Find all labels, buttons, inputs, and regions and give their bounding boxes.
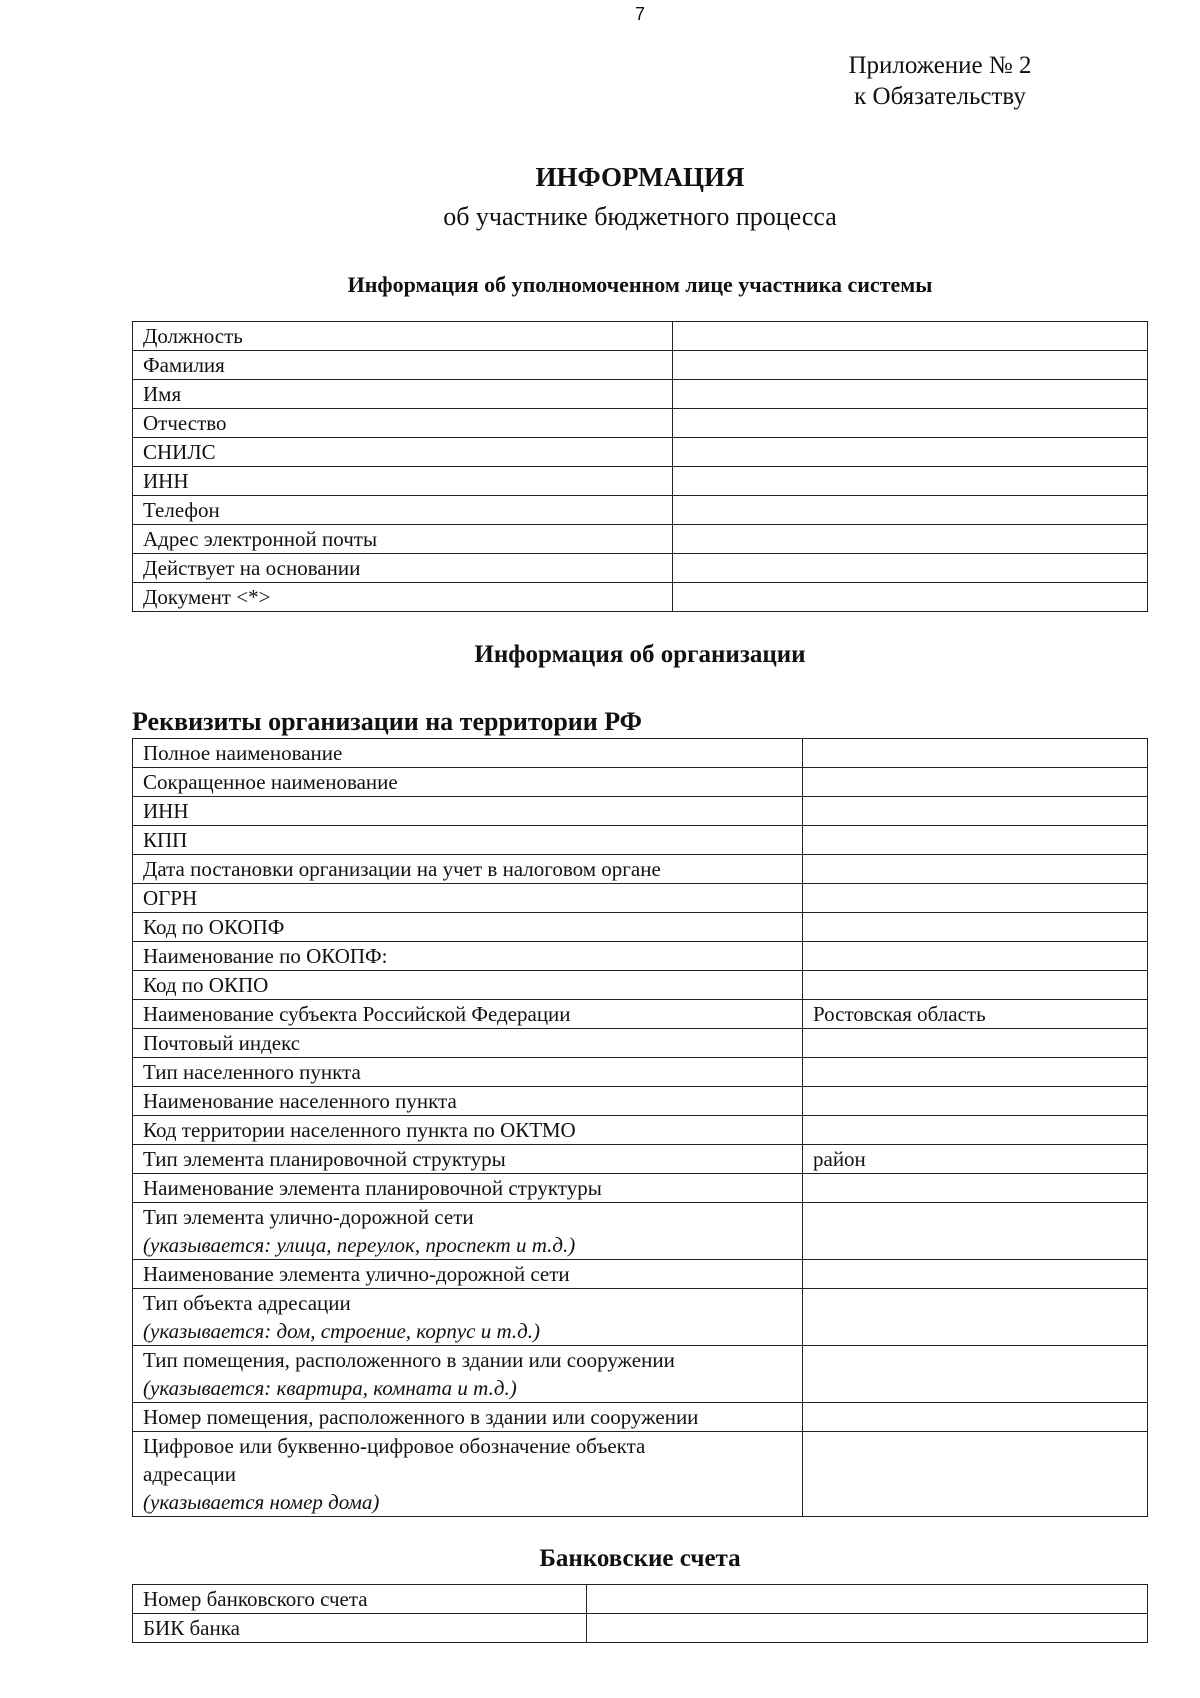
field-value-cell[interactable] [803,768,1148,797]
field-label: Код по ОКПО [143,973,269,997]
field-label-cell [133,1403,803,1432]
table-row [133,1203,1148,1260]
field-value-cell[interactable] [803,1087,1148,1116]
table-row [133,554,1148,583]
field-label-cell [133,768,803,797]
field-value-cell[interactable] [803,1403,1148,1432]
field-label-cell [133,826,803,855]
field-label: Цифровое или буквенно-цифровое обозначение объекта [143,1434,646,1458]
table-row [133,942,1148,971]
field-value-cell[interactable] [673,351,1148,380]
field-value-cell[interactable] [803,826,1148,855]
table-row [133,322,1148,351]
field-label: Документ <*> [143,585,271,609]
table-row [133,351,1148,380]
field-value-cell[interactable]: Ростовская область [803,1000,1148,1029]
person-info-table [132,321,1148,612]
table-row [133,1403,1148,1432]
table-row [133,1029,1148,1058]
table-row [133,1289,1148,1346]
field-label: Тип объекта адресации [143,1291,351,1315]
field-label: Код по ОКОПФ [143,915,285,939]
field-label-cell [133,855,803,884]
document-subtitle: об участнике бюджетного процесса [443,202,837,231]
field-label-cell [133,1145,803,1174]
field-hint: (указывается: улица, переулок, проспект и т.д.) [143,1233,576,1257]
field-label-cell [133,884,803,913]
table-row [133,826,1148,855]
field-label: Действует на основании [143,556,361,580]
field-value-cell[interactable] [803,1029,1148,1058]
person-section-heading: Информация об уполномоченном лице участника системы [347,272,933,297]
field-label-cell [133,1087,803,1116]
table-row [133,1000,1148,1029]
field-label-cell [133,1058,803,1087]
field-label-cell [133,1614,587,1643]
field-label-cell [133,409,673,438]
field-label: СНИЛС [143,440,216,464]
field-label-cell [133,554,673,583]
field-value-cell[interactable] [803,739,1148,768]
field-hint: (указывается номер дома) [143,1490,380,1514]
bank-accounts-table [132,1584,1148,1643]
field-label: Почтовый индекс [143,1031,301,1055]
document-title: ИНФОРМАЦИЯ [535,162,745,192]
table-row [133,1087,1148,1116]
field-label: Полное наименование [143,741,343,765]
field-label: Должность [143,324,243,348]
field-label: Наименование населенного пункта [143,1089,457,1113]
field-label-cell [133,1000,803,1029]
field-value-cell[interactable]: район [803,1145,1148,1174]
table-row [133,409,1148,438]
field-label-cell [133,1289,803,1346]
field-label-cell [133,971,803,1000]
field-value-cell[interactable] [803,1116,1148,1145]
table-row [133,739,1148,768]
field-label-cell [133,1174,803,1203]
field-label-cell [133,942,803,971]
field-label-cell [133,1346,803,1403]
field-hint: (указывается: квартира, комната и т.д.) [143,1376,517,1400]
field-hint: (указывается: дом, строение, корпус и т.д.) [143,1319,541,1343]
table-row [133,438,1148,467]
table-row [133,1058,1148,1087]
field-value-cell[interactable] [803,1260,1148,1289]
table-row [133,971,1148,1000]
table-row [133,913,1148,942]
field-value-cell[interactable] [803,1289,1148,1346]
field-label: Код территории населенного пункта по ОКТМО [143,1118,576,1142]
field-label-cell [133,351,673,380]
page-number: 7 [634,4,645,24]
field-label-cell [133,496,673,525]
field-label: Тип элемента улично-дорожной сети [143,1205,474,1229]
field-value-cell[interactable] [673,525,1148,554]
table-row [133,797,1148,826]
field-label: БИК банка [143,1616,240,1640]
bank-section-heading: Банковские счета [539,1545,741,1572]
org-requisites-heading: Реквизиты организации на территории РФ [132,707,643,736]
field-value-cell[interactable] [673,322,1148,351]
table-row [133,1116,1148,1145]
table-row [133,525,1148,554]
table-row [133,496,1148,525]
field-value-cell[interactable] [673,409,1148,438]
field-label: Фамилия [143,353,225,377]
field-label-cell [133,525,673,554]
field-value-cell[interactable] [673,438,1148,467]
table-row [133,884,1148,913]
org-section-heading: Информация об организации [474,641,806,668]
field-label: Наименование элемента улично-дорожной сети [143,1262,570,1286]
field-label: ИНН [143,469,189,493]
field-value-cell[interactable] [803,855,1148,884]
field-value-cell[interactable] [673,380,1148,409]
field-label: Наименование субъекта Российской Федерации [143,1002,571,1026]
field-label: Тип элемента планировочной структуры [143,1147,506,1171]
field-value-cell[interactable] [673,583,1148,612]
field-label-cell [133,322,673,351]
field-label: Номер помещения, расположенного в здании или сооружении [143,1405,699,1429]
field-label: Тип помещения, расположенного в здании или сооружении [143,1348,675,1372]
field-value-cell[interactable] [803,1058,1148,1087]
table-row [133,1432,1148,1517]
field-value-cell[interactable] [673,554,1148,583]
field-label-cell [133,380,673,409]
appendix-note [820,50,1060,112]
appendix-line-2: к Обязательству [854,83,1026,110]
field-label: ИНН [143,799,189,823]
field-label: ОГРН [143,886,198,910]
field-value-cell[interactable] [803,971,1148,1000]
field-label: Сокращенное наименование [143,770,398,794]
field-label-cell [133,1116,803,1145]
field-label-cell [133,583,673,612]
field-value-cell[interactable] [803,1432,1148,1517]
field-label: Имя [143,382,182,406]
field-value-cell[interactable] [803,1346,1148,1403]
field-label: Адрес электронной почты [143,527,378,551]
table-row [133,380,1148,409]
field-label: Наименование элемента планировочной структуры [143,1176,602,1200]
field-value-cell[interactable] [803,942,1148,971]
field-label-cell [133,1432,803,1517]
table-row [133,1260,1148,1289]
field-label: Отчество [143,411,227,435]
field-label: Телефон [143,498,220,522]
field-label-cell [133,1029,803,1058]
table-row [133,1614,1148,1643]
table-row [133,1174,1148,1203]
field-label: Номер банковского счета [143,1587,368,1611]
field-value-cell[interactable] [803,884,1148,913]
field-label-cell [133,467,673,496]
table-row [133,855,1148,884]
field-value-cell[interactable] [803,1203,1148,1260]
field-value-cell[interactable] [803,1174,1148,1203]
field-value-cell[interactable] [587,1585,1148,1614]
table-row [133,583,1148,612]
table-row [133,467,1148,496]
table-row [133,768,1148,797]
field-value-cell[interactable] [803,913,1148,942]
field-value-cell[interactable] [803,797,1148,826]
field-label-cell [133,1203,803,1260]
table-row [133,1346,1148,1403]
field-label-cell [133,1260,803,1289]
field-label-cell [133,913,803,942]
field-label-continued: адресации [143,1462,236,1486]
appendix-line-1: Приложение № 2 [848,52,1032,79]
field-label: Тип населенного пункта [143,1060,361,1084]
field-value-cell[interactable] [673,496,1148,525]
table-row [133,1585,1148,1614]
field-label-cell [133,739,803,768]
field-label-cell [133,438,673,467]
table-row [133,1145,1148,1174]
field-value-cell[interactable] [587,1614,1148,1643]
field-label: Наименование по ОКОПФ: [143,944,388,968]
org-info-table [132,738,1148,1517]
field-label-cell [133,797,803,826]
field-label: КПП [143,828,188,852]
field-label-cell [133,1585,587,1614]
field-label: Дата постановки организации на учет в налоговом органе [143,857,661,881]
field-value-cell[interactable] [673,467,1148,496]
